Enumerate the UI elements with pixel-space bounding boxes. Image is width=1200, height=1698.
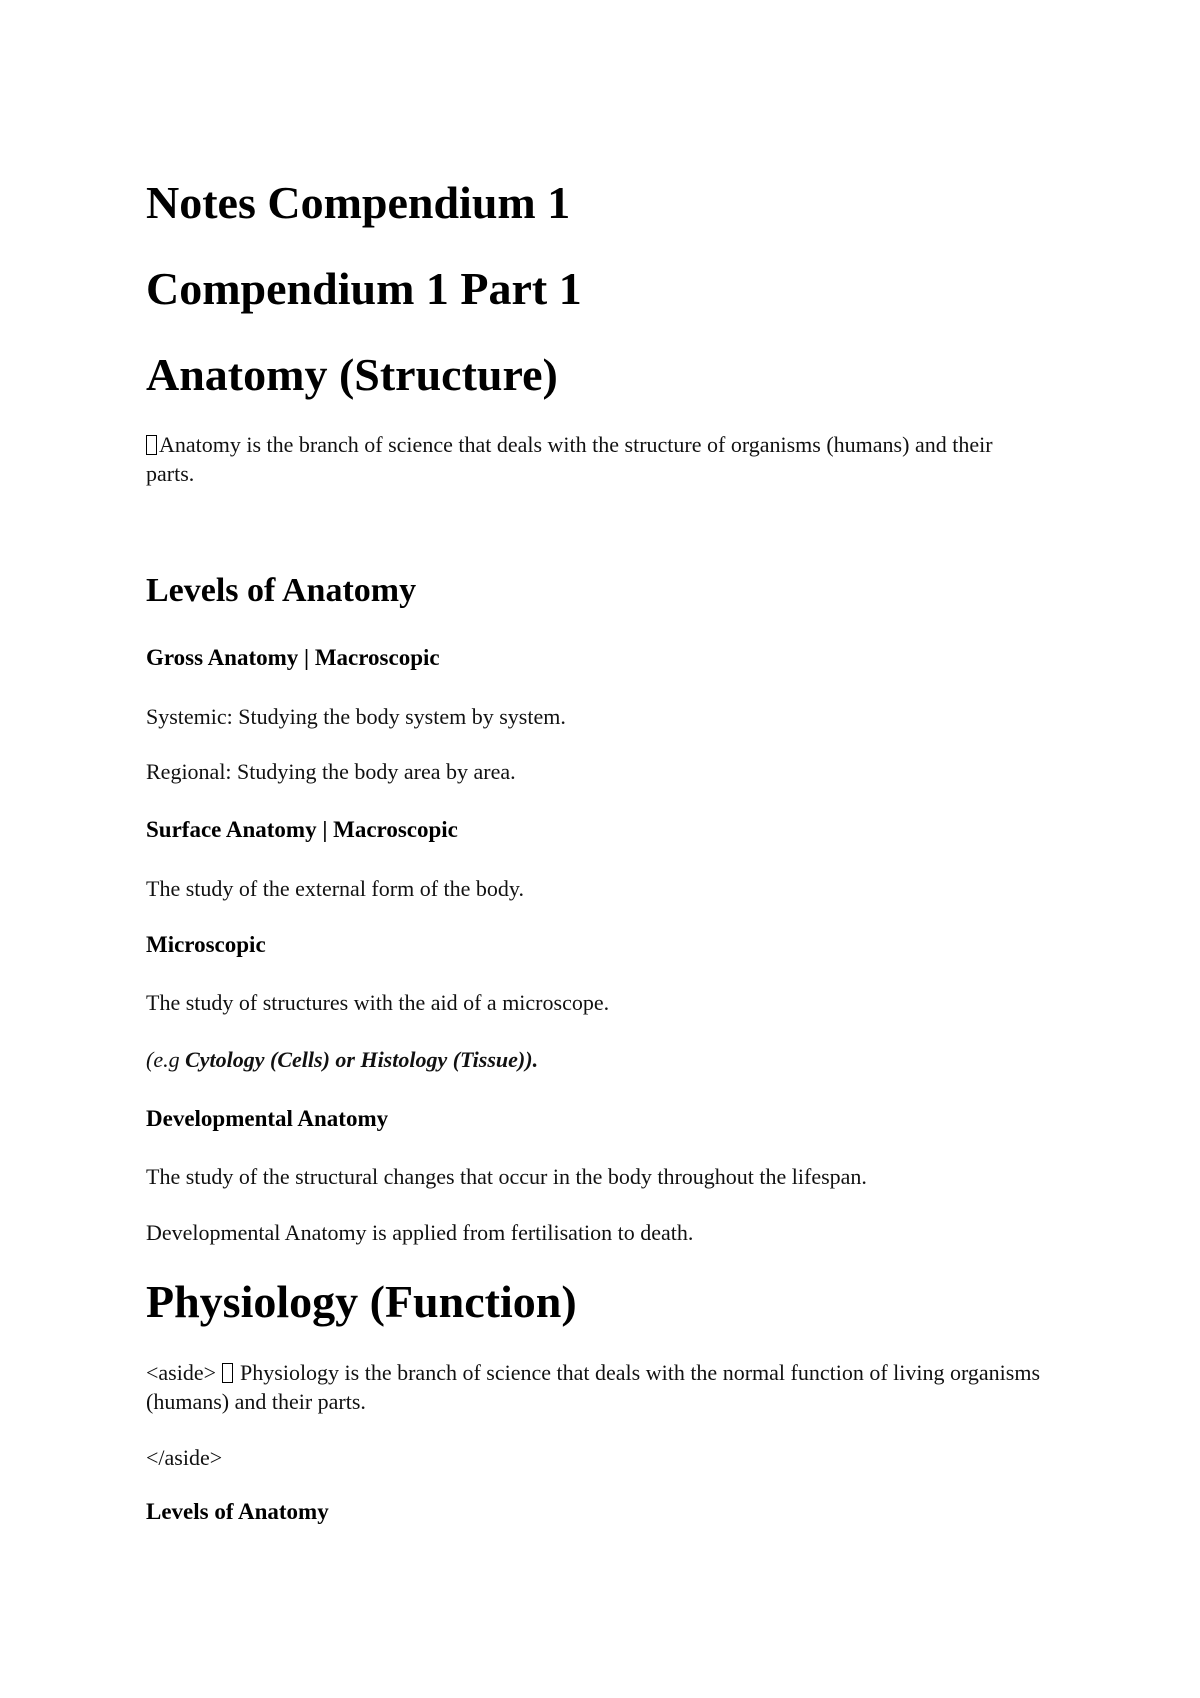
- systemic-text: Systemic: Studying the body system by system.: [146, 704, 566, 729]
- microscopic-example: (e.g Cytology (Cells) or Histology (Tissue)).: [146, 1047, 539, 1072]
- physiology-heading: Physiology (Function): [146, 1276, 577, 1327]
- surface-anatomy-text: The study of the external form of the body.: [146, 876, 524, 901]
- surface-anatomy-heading: Surface Anatomy | Macroscopic: [146, 817, 458, 842]
- developmental-text-2: Developmental Anatomy is applied from fertilisation to death.: [146, 1220, 694, 1245]
- developmental-text-1: The study of the structural changes that occur in the body throughout the lifespan.: [146, 1164, 867, 1189]
- anatomy-heading: Anatomy (Structure): [146, 349, 558, 400]
- anatomy-definition: Anatomy is the branch of science that deals with the structure of organisms (humans) and their parts.: [146, 432, 993, 486]
- document-subtitle: Compendium 1 Part 1: [146, 263, 582, 314]
- aside-close-tag: </aside>: [146, 1445, 223, 1470]
- microscopic-heading: Microscopic: [146, 932, 266, 957]
- regional-text: Regional: Studying the body area by area.: [146, 759, 516, 784]
- microscopic-text: The study of structures with the aid of a microscope.: [146, 990, 610, 1015]
- missing-glyph-icon: [146, 435, 157, 455]
- document-title: Notes Compendium 1: [146, 177, 571, 228]
- gross-anatomy-heading: Gross Anatomy | Macroscopic: [146, 645, 440, 670]
- levels-of-anatomy-heading: Levels of Anatomy: [146, 572, 417, 609]
- developmental-anatomy-heading: Developmental Anatomy: [146, 1106, 389, 1131]
- physiology-definition: <aside> Physiology is the branch of science that deals with the normal function of living organisms (humans) and their parts.: [146, 1360, 1041, 1414]
- physiology-levels-heading: Levels of Anatomy: [146, 1499, 329, 1524]
- missing-glyph-icon: [222, 1363, 233, 1383]
